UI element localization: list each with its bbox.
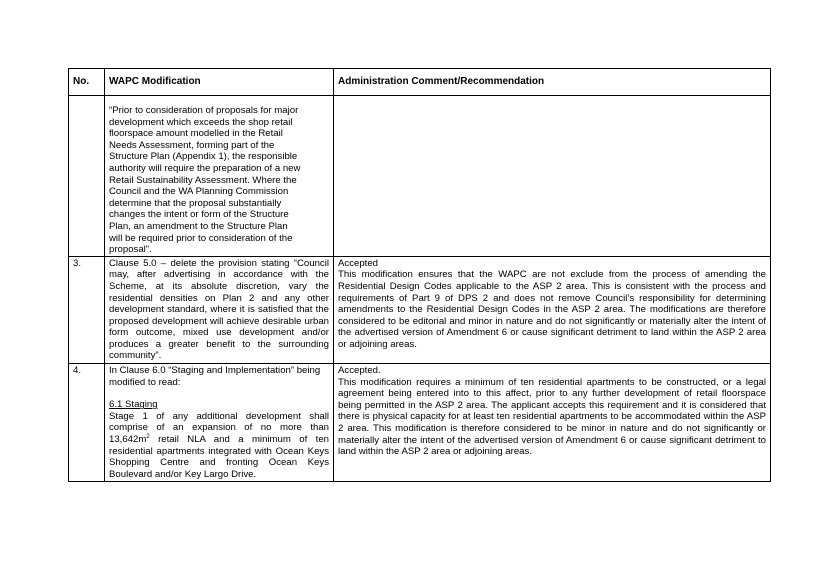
table-row-4	[69, 364, 771, 482]
quoted-provision-line: Council and the WA Planning Commission	[109, 186, 289, 198]
modifications-table	[68, 68, 771, 482]
table-row-3	[69, 256, 771, 363]
row4-comment-heading: Accepted.	[338, 365, 381, 377]
row4-staging-heading: 6.1 Staging	[109, 399, 158, 411]
row3-comment-heading: Accepted	[338, 257, 379, 269]
row3-no: 3.	[69, 256, 105, 363]
row4-modification-cell	[105, 364, 334, 482]
row4-mod-body	[109, 411, 329, 481]
cont-no-cell	[69, 96, 105, 257]
row4-comment-text: This modification requires a minimum of ten residential apartments to be constructed, or a legal agreement being entered into to this affect, prior to any further development of retail floorspace being permitted in the ASP 2 area. The applicant accepts this requirement and it is considered that there is physical capacity for at least ten residential apartments to be accommodated within the ASP 2 area. This modification is therefore considered to be minor in nature and do not significantly or materially alter the intent of the advertised version of Amendment 6 or cause significant detriment to land within the ASP 2 area or adjoining areas.	[338, 376, 766, 458]
row4-no: 4.	[69, 364, 105, 482]
row4-mod-body-b: retail NLA and a minimum of ten residential apartments integrated with Ocean Keys Shopping Centre and fronting Ocean Keys Boulevard and/or Key Largo Drive.	[109, 434, 329, 480]
row3-comment-cell	[334, 256, 771, 363]
header-no: No.	[69, 69, 105, 96]
quoted-provision-line: will be required prior to consideration of the	[109, 232, 293, 244]
row4-mod-body-a: Stage 1 of any additional development shall comprise of an expansion of no more than 13,642m	[109, 410, 329, 446]
table-row-continued	[69, 96, 771, 257]
quoted-provision-line: “Prior to consideration of proposals for major	[109, 105, 299, 116]
quoted-provision-line: Needs Assessment, forming part of the	[109, 139, 275, 151]
header-wapc-modification: WAPC Modification	[105, 69, 334, 96]
row4-comment-cell	[334, 364, 771, 482]
header-row	[69, 69, 771, 96]
row4-mod-superscript: 2	[146, 433, 150, 440]
quoted-provision-line: determine that the proposal substantially	[109, 197, 282, 209]
quoted-provision-line: floorspace amount modelled in the Retail	[109, 128, 283, 140]
quoted-provision-line: Plan, an amendment to the Structure Plan	[109, 220, 288, 232]
row3-modification: Clause 5.0 – delete the provision stating “Council may, after advertising in accordance with the Scheme, at its absolute discretion, vary the residential densities on Plan 2 and any other development standard, where it is satisfied that the proposed development will achieve desirable urban form outcome, mixed use development and/or produces a greater benefit to the surrounding community”.	[105, 256, 334, 363]
row3-comment-text: This modification ensures that the WAPC are not exclude from the process of amending the Residential Design Codes applicable to the ASP 2 area. This is consistent with the process and requirements of Part 9 of DPS 2 and does not remove Council’s responsibility for determining amendments to the Residential Design Codes in the ASP 2 area. The modifications are therefore considered to be editorial and minor in nature and do not significantly or materially alter the intent of the advertised version of Amendment 6 or cause significant detriment to land within the ASP 2 area or adjoining areas.	[338, 269, 766, 350]
quoted-provision-line: changes the intent or form of the Structure	[109, 209, 289, 221]
quoted-provision-line: proposal”.	[109, 244, 152, 256]
quoted-provision-line: Retail Sustainability Assessment. Where the	[109, 174, 297, 186]
quoted-provision	[109, 105, 329, 256]
row4-mod-intro: In Clause 6.0 “Staging and Implementation” being modified to read:	[109, 365, 321, 388]
cont-comment-cell	[334, 96, 771, 257]
quoted-provision-line: Structure Plan (Appendix 1), the responsible	[109, 151, 298, 163]
header-administration-comment: Administration Comment/Recommendation	[334, 69, 771, 96]
quoted-provision-line: development which exceeds the shop retail	[109, 116, 293, 128]
quoted-provision-line: authority will require the preparation of a new	[109, 162, 301, 174]
cont-modification-cell	[105, 96, 334, 257]
